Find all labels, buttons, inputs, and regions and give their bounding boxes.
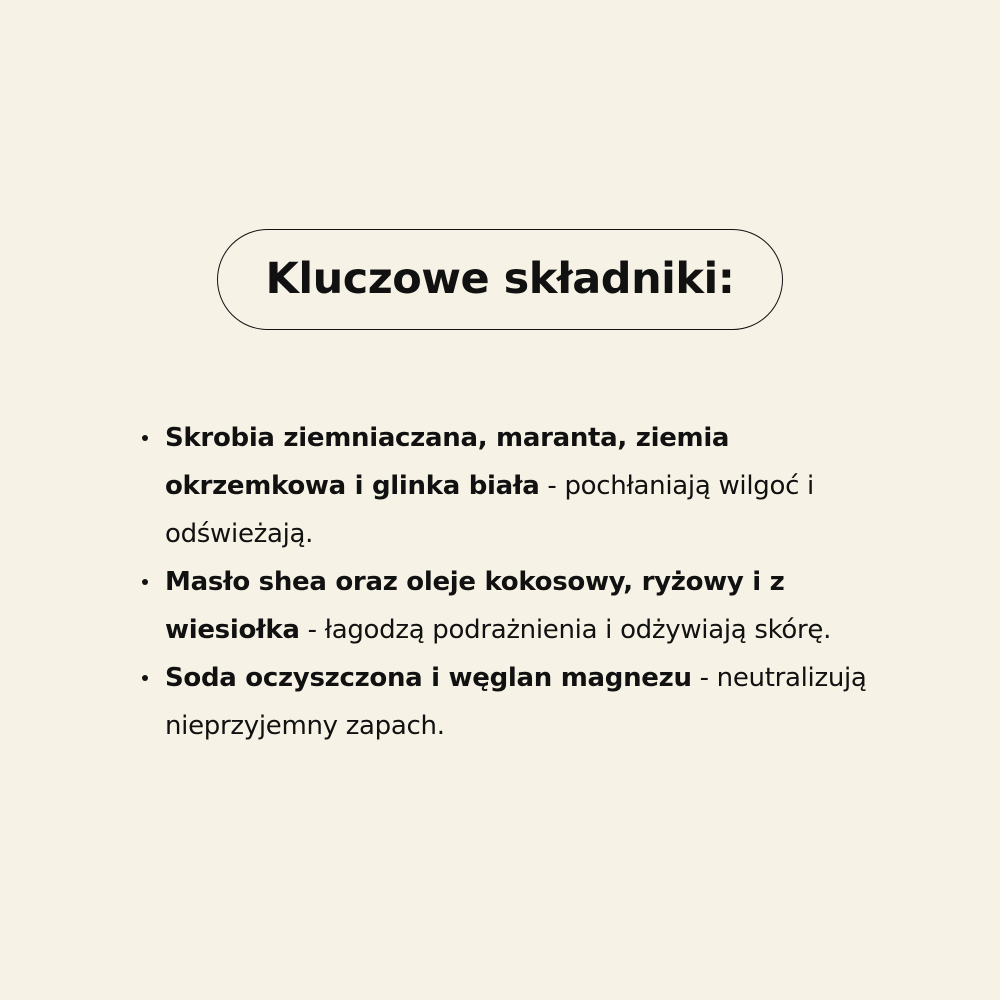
ingredient-name: Soda oczyszczona i węglan magnezu: [165, 663, 692, 693]
ingredient-name: Skrobia ziemniaczana, maranta, ziemia okrzemkowa i glinka biała: [165, 423, 730, 501]
bullet-icon: [142, 435, 148, 441]
ingredients-list: [140, 414, 870, 750]
title-badge: [217, 229, 783, 330]
list-item: [140, 558, 870, 654]
ingredient-description: - pochłaniają wilgoć i odświeżają.: [165, 471, 814, 549]
ingredient-description: - łagodzą podrażnienia i odżywiają skórę.: [299, 615, 832, 645]
list-item: [140, 414, 870, 558]
ingredient-name: Masło shea oraz oleje kokosowy, ryżowy i z wiesiołka: [165, 567, 785, 645]
ingredient-description: - neutralizują nieprzyjemny zapach.: [165, 663, 867, 741]
bullet-icon: [142, 675, 148, 681]
list-item: [140, 654, 870, 750]
bullet-icon: [142, 579, 148, 585]
page-title: Kluczowe składniki:: [265, 254, 735, 304]
